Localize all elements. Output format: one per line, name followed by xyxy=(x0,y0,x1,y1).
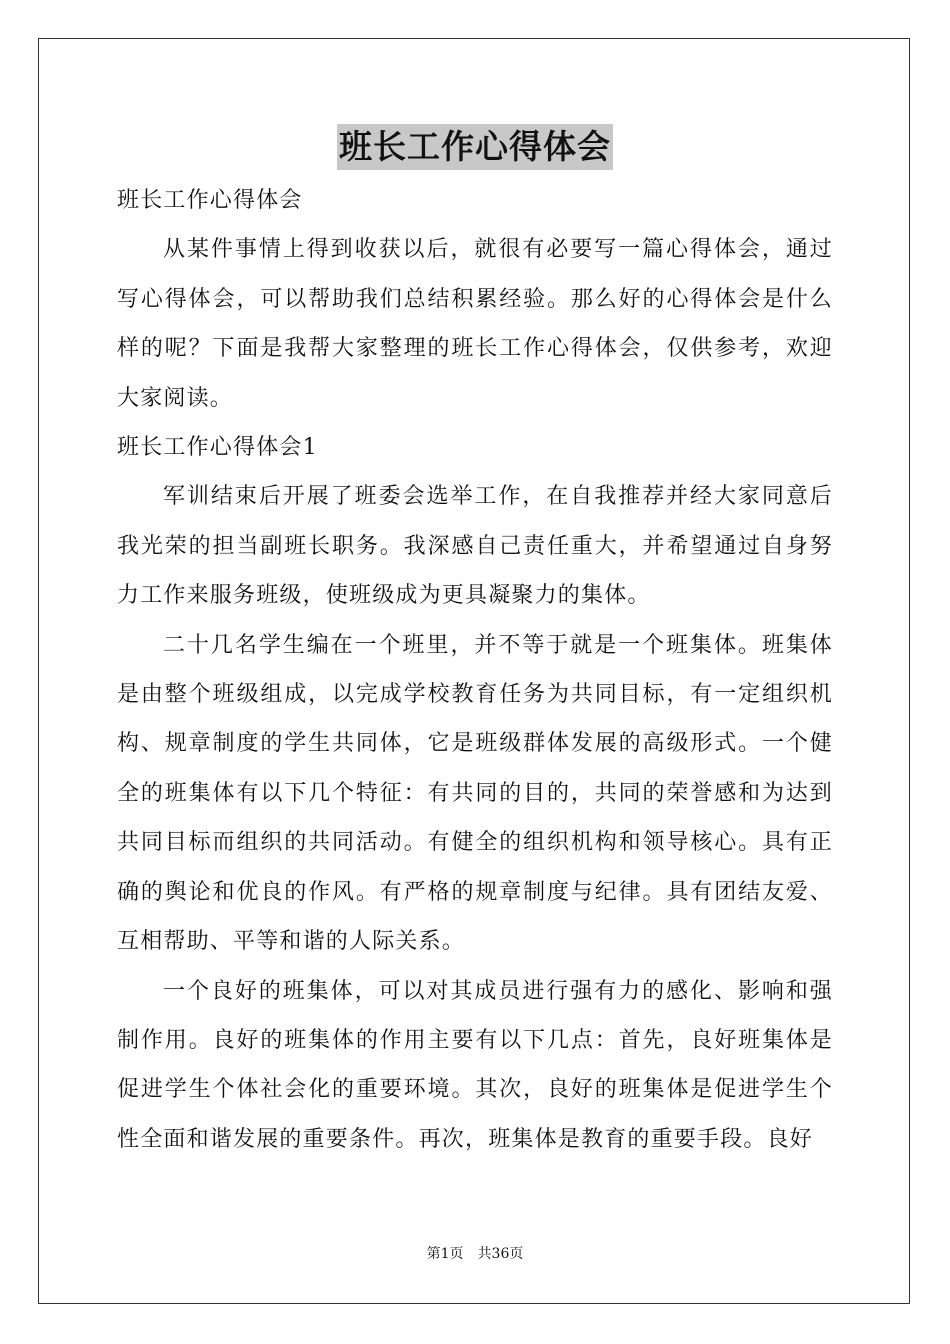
paragraph-subtitle: 班长工作心得体会 xyxy=(117,188,303,213)
title-container xyxy=(0,124,950,170)
page-total: 共36页 xyxy=(477,1246,524,1262)
paragraph-body: 军训结束后开展了班委会选举工作，在自我推荐并经大家同意后我光荣的担当副班长职务。我深感自己责任重大，并希望通过自身努力工作来服务班级，使班级成为更具凝聚力的集体。 xyxy=(117,484,833,609)
paragraph-intro: 从某件事情上得到收获以后，就很有必要写一篇心得体会，通过写心得体会，可以帮助我们总结积累经验。那么好的心得体会是什么样的呢？下面是我帮大家整理的班长工作心得体会，仅供参考，欢迎大家阅读。 xyxy=(117,237,833,411)
document-title: 班长工作心得体会 xyxy=(337,124,613,170)
section-heading: 班长工作心得体会1 xyxy=(117,435,318,461)
document-body xyxy=(117,176,833,1164)
page-footer xyxy=(0,1244,950,1264)
paragraph-body: 二十几名学生编在一个班里，并不等于就是一个班集体。班集体是由整个班级组成，以完成学校教育任务为共同目标，有一定组织机构、规章制度的学生共同体，它是班级群体发展的高级形式。一个健全的班集体有以下几个特征：有共同的目的，共同的荣誉感和为达到共同目标而组织的共同活动。有健全的组织机构和领导核心。具有正确的舆论和优良的作风。有严格的规章制度与纪律。具有团结友爱、互相帮助、平等和谐的人际关系。 xyxy=(117,632,833,955)
page-number: 第1页 xyxy=(426,1246,464,1262)
paragraph-body: 一个良好的班集体，可以对其成员进行强有力的感化、影响和强制作用。良好的班集体的作用主要有以下几点：首先，良好班集体是促进学生个体社会化的重要环境。其次，良好的班集体是促进学生个性全面和谐发展的重要条件。再次，班集体是教育的重要手段。良好 xyxy=(117,978,833,1152)
